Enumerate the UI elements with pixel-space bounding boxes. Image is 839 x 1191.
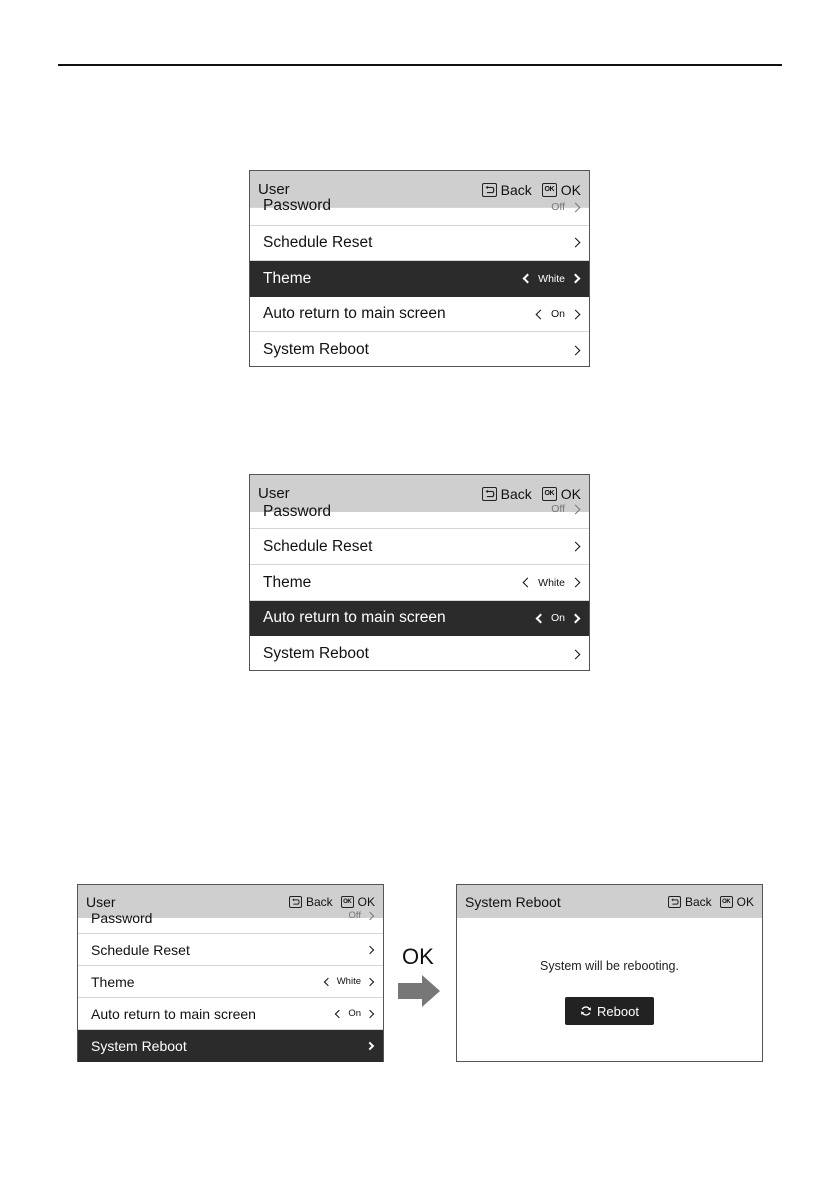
chevron-left-icon[interactable] [536,613,546,623]
chevron-right-icon [571,542,581,552]
menu-row-label: Password [263,503,332,520]
menu-row-schedule-reset[interactable] [250,529,589,565]
transition-arrow-icon [398,975,442,1007]
screen-title: User [258,181,290,198]
ok-icon: OK [720,896,733,908]
menu-row-label: Password [263,197,332,214]
title-bar [457,885,762,918]
menu-row-auto-return[interactable] [250,297,589,332]
back-control[interactable] [668,895,712,909]
refresh-icon [580,1005,592,1017]
screen-title: System Reboot [465,893,561,910]
chevron-right-icon[interactable] [571,578,581,588]
system-reboot-dialog-screen [456,884,763,1062]
menu-row-value: Off [348,910,361,921]
ok-icon: OK [542,183,557,197]
chevron-left-icon[interactable] [335,1009,343,1017]
dialog-message: System will be rebooting. [540,959,679,973]
chevron-left-icon[interactable] [523,274,533,284]
menu-row-value: White [538,272,565,285]
menu-row-label: Theme [263,269,312,287]
menu-row-theme[interactable] [250,565,589,601]
menu-row-label: Schedule Reset [91,941,190,958]
menu-row-label: Auto return to main screen [263,305,446,322]
menu-row-auto-return[interactable] [78,998,383,1030]
menu-row-value: White [538,576,565,589]
back-control[interactable] [482,486,532,502]
chevron-left-icon[interactable] [536,309,546,319]
menu-row-theme[interactable] [250,261,589,297]
menu-row-label: Schedule Reset [263,537,373,555]
chevron-right-icon [571,345,581,355]
menu-row-system-reboot[interactable] [250,636,589,672]
menu-row-system-reboot[interactable] [78,1030,383,1062]
ok-icon: OK [542,487,557,501]
menu-row-label: Password [91,910,153,926]
menu-row-label: System Reboot [263,341,369,358]
menu-row-value: White [336,976,361,987]
screen-title: User [258,485,290,502]
back-label: Back [305,894,333,909]
menu-row-label: System Reboot [91,1038,187,1054]
menu-row-schedule-reset[interactable] [250,225,589,261]
menu-row-schedule-reset[interactable] [78,934,383,966]
ok-label: OK [560,181,581,198]
menu-row-password[interactable] [250,503,589,529]
menu-row-value: On [550,612,565,624]
back-label: Back [684,894,712,909]
menu-row-label: Auto return to main screen [91,1005,256,1022]
menu-row-label: Schedule Reset [263,233,373,251]
chevron-right-icon [366,945,374,953]
chevron-right-icon [366,1042,374,1050]
reboot-button[interactable] [565,997,654,1025]
ok-control[interactable] [542,486,581,502]
ok-control[interactable] [341,895,375,909]
chevron-right-icon[interactable] [571,309,581,319]
menu-row-auto-return[interactable] [250,601,589,636]
menu-row-value: Off [551,201,565,213]
menu-row-label: Auto return to main screen [263,609,446,626]
back-label: Back [500,181,532,198]
transition-ok-label: OK [402,944,434,969]
menu-row-value: Off [551,503,565,515]
chevron-right-icon [366,911,374,919]
back-control[interactable] [289,895,333,909]
chevron-right-icon[interactable] [571,274,581,284]
chevron-right-icon[interactable] [366,1009,374,1017]
ok-label: OK [560,485,581,502]
chevron-right-icon [571,649,581,659]
ok-label: OK [357,894,375,909]
ok-control[interactable] [720,895,754,909]
menu-row-theme[interactable] [78,966,383,998]
menu-row-password-tail [250,208,589,226]
reboot-button-label: Reboot [597,1003,639,1019]
user-menu-screen-reboot-selected [77,884,384,1062]
menu-row-label: System Reboot [263,645,369,662]
menu-row-value-group [349,910,374,921]
page-header-rule [58,64,782,66]
screen-title: User [86,893,116,910]
back-icon [482,487,497,501]
user-menu-screen-auto-return-selected [249,474,590,671]
back-icon [289,896,302,908]
menu-row-label: Theme [91,973,135,990]
menu-row-password[interactable] [78,910,383,934]
menu-row-password[interactable] [250,190,589,214]
menu-row-label: Theme [263,573,312,591]
menu-row-value-group [551,503,579,515]
menu-row-system-reboot[interactable] [250,332,589,368]
menu-row-value: On [348,1008,361,1019]
chevron-right-icon [571,238,581,248]
chevron-right-icon[interactable] [366,977,374,985]
chevron-right-icon [571,504,581,514]
chevron-left-icon[interactable] [523,578,533,588]
back-icon [668,896,681,908]
chevron-left-icon[interactable] [323,977,331,985]
user-menu-screen-theme-selected [249,170,590,367]
menu-row-value: On [550,308,565,320]
chevron-right-icon[interactable] [571,613,581,623]
ok-label: OK [736,894,754,909]
ok-icon: OK [341,896,354,908]
back-label: Back [500,485,532,502]
